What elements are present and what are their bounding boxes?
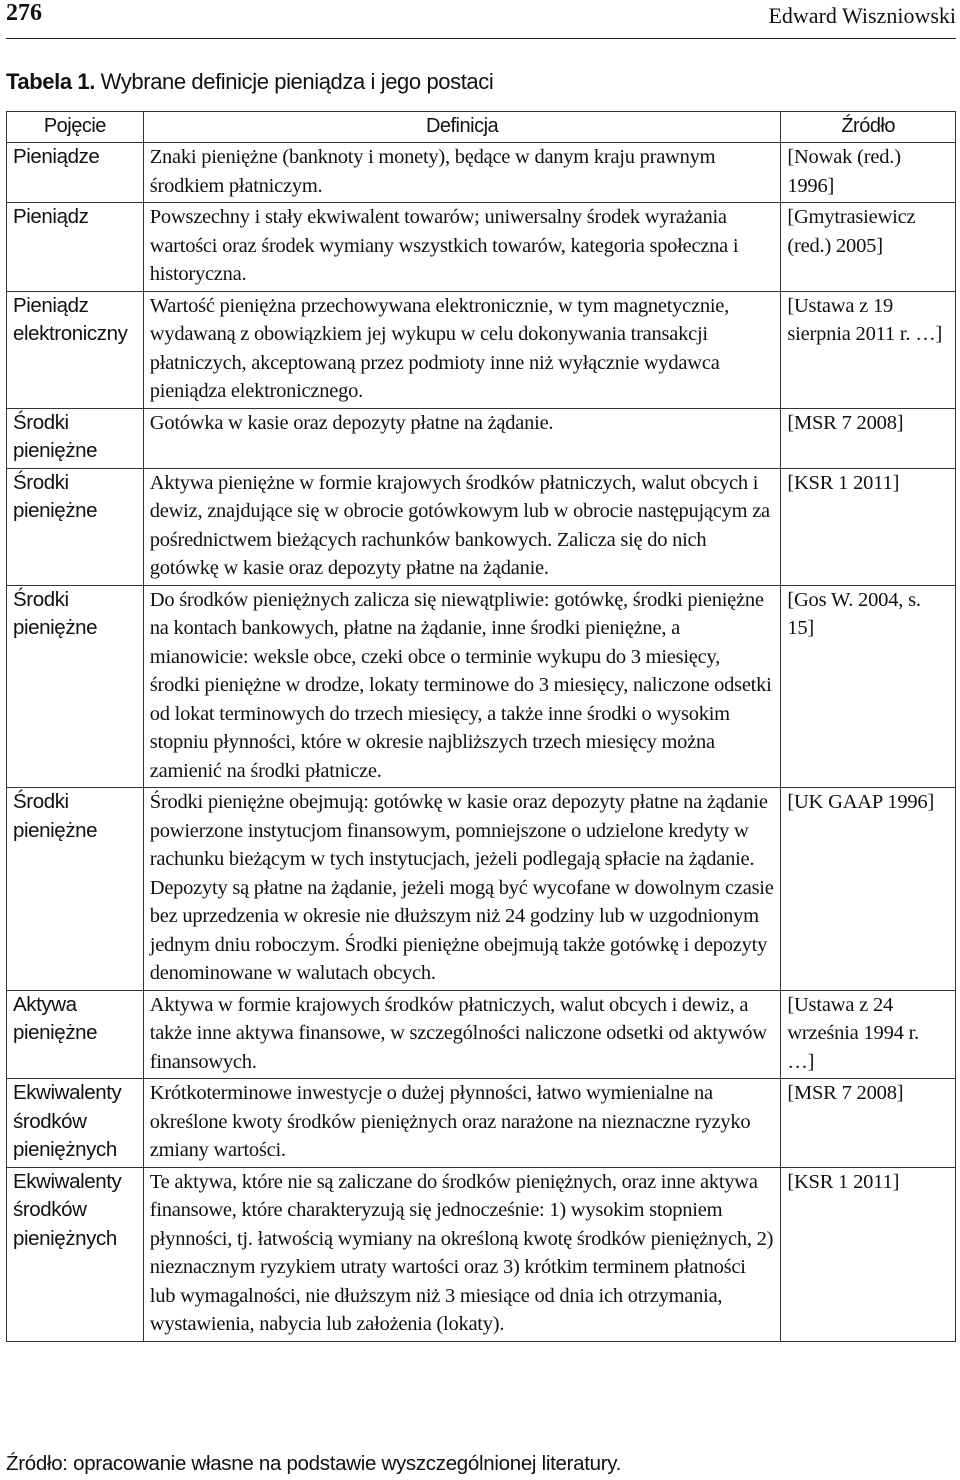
table-row (7, 468, 956, 585)
term-cell: Aktywa pieniężne (7, 990, 144, 1079)
table-row (7, 788, 956, 991)
definition-cell: Powszechny i stały ekwiwalent towarów; uniwersalny środek wyrażania wartości oraz środek wymiany wszystkich towarów, kategoria społeczna i historyczna. (143, 203, 781, 292)
term-cell: Środki pieniężne (7, 585, 144, 788)
column-header-term: Pojęcie (7, 112, 144, 143)
definition-cell: Aktywa pieniężne w formie krajowych środków płatniczych, walut obcych i dewiz, znajdujące się w obrocie gotówkowym lub w obrocie następującym za pośrednictwem bieżących rachunków bankowych. Zalicza się do nich gotówkę w kasie oraz depozyty płatne na żądanie. (143, 468, 781, 585)
term-cell: Pieniądze (7, 143, 144, 203)
table-row (7, 408, 956, 468)
term-cell: Ekwiwalenty środków pieniężnych (7, 1079, 144, 1168)
table-caption-text: Wybrane definicje pieniądza i jego postaci (100, 69, 494, 94)
term-cell: Środki pieniężne (7, 408, 144, 468)
table-source-note: Źródło: opracowanie własne na podstawie wyszczególnionej literatury. (6, 1452, 622, 1475)
source-cell: [UK GAAP 1996] (781, 788, 956, 991)
running-head-author: Edward Wiszniowski (768, 3, 956, 28)
definitions-table (6, 111, 956, 1342)
column-header-source: Źródło (781, 112, 956, 143)
table-row (7, 1079, 956, 1168)
page-number: 276 (6, 0, 42, 26)
definition-cell: Środki pieniężne obejmują: gotówkę w kasie oraz depozyty płatne na żądanie powierzone instytucjom finansowym, pomniejszone o udzielone kredyty w rachunku bieżącym w tych instytucjach, jeżeli podlegają spłacie na żądanie. Depozyty są płatne na żądanie, jeżeli mogą być wycofane w dowolnym czasie bez uprzedzenia w okresie nie dłuższym niż 24 godziny lub w uzgodnionym jednym dniu roboczym. Środki pieniężne obejmują także gotówkę i depozyty denominowane w walutach obcych. (143, 788, 781, 991)
source-cell: [Nowak (red.) 1996] (781, 143, 956, 203)
table-row (7, 143, 956, 203)
definition-cell: Krótkoterminowe inwestycje o dużej płynności, łatwo wymienialne na określone kwoty środków pieniężnych oraz narażone na nieznaczne ryzyko zmiany wartości. (143, 1079, 781, 1168)
source-cell: [Ustawa z 19 sierpnia 2011 r. …] (781, 291, 956, 408)
definition-cell: Wartość pieniężna przechowywana elektronicznie, w tym magnetycznie, wydawaną z obowiązkiem jej wykupu w celu dokonywania transakcji płatniczych, akceptowaną przez podmioty inne niż wyłącznie wydawca pieniądza elektronicznego. (143, 291, 781, 408)
table-row (7, 1167, 956, 1341)
source-cell: [Gmytrasiewicz (red.) 2005] (781, 203, 956, 292)
source-cell: [KSR 1 2011] (781, 468, 956, 585)
source-cell: [KSR 1 2011] (781, 1167, 956, 1341)
term-cell: Pieniądz elektroniczny (7, 291, 144, 408)
page-header (6, 0, 956, 39)
term-cell: Środki pieniężne (7, 788, 144, 991)
table-caption-label: Tabela 1. (6, 69, 95, 94)
table-header-row (7, 112, 956, 143)
table-row (7, 291, 956, 408)
source-cell: [MSR 7 2008] (781, 408, 956, 468)
term-cell: Ekwiwalenty środków pieniężnych (7, 1167, 144, 1341)
definition-cell: Znaki pieniężne (banknoty i monety), będące w danym kraju prawnym środkiem płatniczym. (143, 143, 781, 203)
definition-cell: Aktywa w formie krajowych środków płatniczych, walut obcych i dewiz, a także inne aktywa finansowe, w szczególności naliczone odsetki od aktywów finansowych. (143, 990, 781, 1079)
definition-cell: Gotówka w kasie oraz depozyty płatne na żądanie. (143, 408, 781, 468)
definition-cell: Te aktywa, które nie są zaliczane do środków pieniężnych, oraz inne aktywa finansowe, które charakteryzują się jednocześnie: 1) wysokim stopniem płynności, tj. łatwością wymiany na określoną kwotę środków pieniężnych, 2) nieznacznym ryzykiem utraty wartości oraz 3) krótkim terminem płatności lub wymagalności, nie dłuższym niż 3 miesiące od dnia ich otrzymania, wystawienia, nabycia lub założenia (lokaty). (143, 1167, 781, 1341)
source-cell: [Ustawa z 24 września 1994 r. …] (781, 990, 956, 1079)
table-caption (6, 69, 493, 95)
table-row (7, 203, 956, 292)
definition-cell: Do środków pieniężnych zalicza się niewątpliwie: gotówkę, środki pieniężne na kontach bankowych, płatne na żądanie, inne środki pieniężne, a mianowicie: weksle obce, czeki obce o terminie wykupu do 3 miesięcy, środki pieniężne w drodze, lokaty terminowe do 3 miesięcy, naliczone odsetki od lokat terminowych do trzech miesięcy, a także inne środki o wysokim stopniu płynności, które w okresie najbliższych trzech miesięcy można zamienić na środki płatnicze. (143, 585, 781, 788)
term-cell: Środki pieniężne (7, 468, 144, 585)
table-row (7, 990, 956, 1079)
column-header-definition: Definicja (143, 112, 781, 143)
source-cell: [Gos W. 2004, s. 15] (781, 585, 956, 788)
table-row (7, 585, 956, 788)
term-cell: Pieniądz (7, 203, 144, 292)
source-cell: [MSR 7 2008] (781, 1079, 956, 1168)
